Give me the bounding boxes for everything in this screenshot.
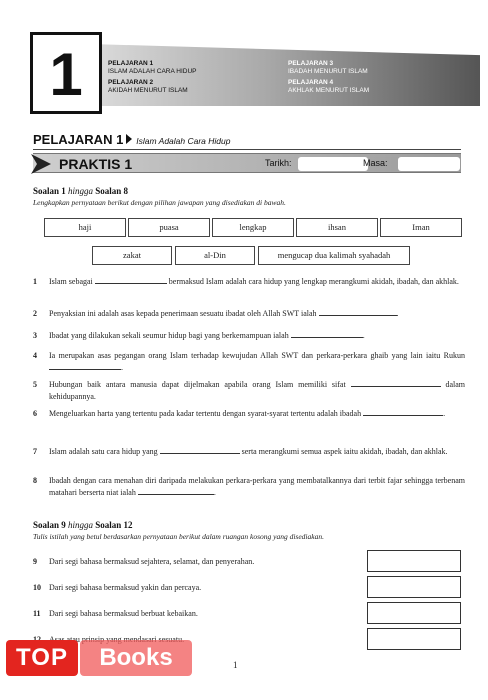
- page-number: 1: [233, 660, 238, 670]
- question-text: Dari segi bahasa bermaksud berbuat kebaikan.: [49, 609, 198, 618]
- lesson-subtitle: Islam Adalah Cara Hidup: [136, 136, 231, 146]
- choice-box: ihsan: [296, 218, 378, 237]
- question-text: Ibadat yang dilakukan sekali seumur hidup bagi yang berkemampuan ialah: [49, 331, 289, 340]
- choice-box: zakat: [92, 246, 172, 265]
- lesson-title: ISLAM ADALAH CARA HIDUP: [108, 68, 197, 75]
- question-text: Ibadah dengan cara menahan diri daripada melakukan perkara-perkara yang membatalkannya dari terbit fajar sehingga terbenam matahari berserta niat ialah: [49, 476, 465, 497]
- question-number: 5: [33, 380, 37, 389]
- question-text: bermaksud Islam adalah cara hidup yang lengkap merangkumi akidah, ibadah, dan akhlak.: [168, 277, 459, 286]
- time-field[interactable]: [398, 157, 460, 171]
- section-1-heading: [33, 186, 128, 196]
- section-heading-part: hingga: [68, 520, 94, 530]
- praktis-label: PRAKTIS 1: [59, 156, 133, 172]
- chapter-number-box: [30, 32, 102, 114]
- lesson-title: AKHLAK MENURUT ISLAM: [288, 87, 370, 94]
- watermark-books-box: [80, 640, 192, 676]
- answer-blank[interactable]: [49, 362, 121, 370]
- question-text: Mengeluarkan harta yang tertentu pada kadar tertentu dengan syarat-syarat tertentu adalah ibadah: [49, 409, 362, 418]
- time-label: Masa:: [363, 158, 388, 168]
- question-number: 9: [33, 557, 37, 566]
- lesson-title: IBADAH MENURUT ISLAM: [288, 68, 368, 75]
- section-2-heading: [33, 520, 133, 530]
- lesson-4: [288, 79, 369, 95]
- answer-blank[interactable]: [160, 446, 240, 454]
- question-number: 4: [33, 351, 37, 360]
- answer-box[interactable]: [367, 602, 461, 624]
- question-text: Islam sebagai: [49, 277, 93, 286]
- lesson-2: [108, 79, 188, 95]
- choice-box: mengucap dua kalimah syahadah: [258, 246, 410, 265]
- question-number: 8: [33, 476, 37, 485]
- question-text: .: [213, 487, 216, 497]
- question-number: 11: [33, 609, 41, 618]
- date-label: Tarikh:: [265, 158, 292, 168]
- answer-box[interactable]: [367, 576, 461, 598]
- answer-blank[interactable]: [319, 308, 397, 316]
- divider: [33, 149, 461, 150]
- lesson-heading: PELAJARAN 2: [108, 79, 154, 86]
- praktis-bar: [33, 153, 461, 173]
- answer-blank[interactable]: [291, 330, 363, 338]
- question-text: .: [121, 362, 123, 372]
- section-1-instruction: Lengkapkan pernyataan berikut dengan pilihan jawapan yang disediakan di bawah.: [33, 198, 286, 207]
- question-text: .: [443, 409, 446, 418]
- question-text: .: [362, 331, 365, 340]
- watermark-text: Books: [99, 644, 173, 671]
- question-text: Dari segi bahasa bermaksud yakin dan percaya.: [49, 583, 202, 592]
- question-number: 10: [33, 583, 41, 592]
- question-text: Hubungan baik antara manusia dapat dijelmakan apabila orang Islam memiliki sifat: [49, 380, 346, 389]
- section-2-instruction: Tulis istilah yang betul berdasarkan pernyataan berikut dalam ruangan kosong yang disediakan.: [33, 532, 324, 541]
- question-number: 3: [33, 331, 37, 340]
- lesson-label: PELAJARAN 1: [33, 132, 124, 147]
- question-text: Ia merupakan asas pegangan orang Islam terhadap kewujudan Allah SWT dan perkara-perkara ghaib yang lain iaitu Rukun: [49, 351, 465, 360]
- lesson-title-line: [33, 131, 230, 149]
- chapter-number: 1: [49, 41, 83, 108]
- question-text: dalam kehidupannya.: [49, 380, 466, 401]
- lesson-1: [108, 60, 197, 76]
- question-text: Dari segi bahasa bermaksud sejahtera, selamat, dan penyerahan.: [49, 557, 255, 566]
- lesson-heading: PELAJARAN 4: [288, 79, 334, 86]
- choice-box: al-Din: [175, 246, 255, 265]
- answer-blank[interactable]: [351, 379, 441, 387]
- arrow-icon: [29, 152, 55, 176]
- lesson-3: [288, 60, 368, 76]
- lesson-title: AKIDAH MENURUT ISLAM: [108, 87, 188, 94]
- lesson-heading: PELAJARAN 3: [288, 60, 334, 67]
- choice-box: puasa: [128, 218, 210, 237]
- watermark-text: TOP: [16, 644, 68, 671]
- answer-blank[interactable]: [95, 276, 167, 284]
- choice-box: lengkap: [212, 218, 294, 237]
- chapter-banner: [0, 28, 488, 116]
- question-text: Penyaksian ini adalah asas kepada penerimaan sesuatu ibadat oleh Allah SWT ialah: [49, 309, 317, 318]
- answer-blank[interactable]: [138, 487, 214, 495]
- section-heading-part: Soalan 8: [93, 186, 129, 196]
- question-number: 6: [33, 409, 37, 418]
- section-heading-part: Soalan 9: [33, 520, 69, 530]
- choice-box: Iman: [380, 218, 462, 237]
- answer-blank[interactable]: [363, 408, 446, 418]
- date-field[interactable]: [298, 157, 368, 171]
- question-number: 2: [33, 309, 37, 318]
- question-text: .: [396, 309, 399, 318]
- answer-box[interactable]: [367, 550, 461, 572]
- question-text: Islam adalah satu cara hidup yang: [49, 447, 158, 456]
- topbooks-watermark: [6, 636, 196, 682]
- lesson-heading: PELAJARAN 1: [108, 60, 154, 67]
- section-heading-part: hingga: [68, 186, 94, 196]
- question-number: 7: [33, 447, 37, 456]
- answer-box[interactable]: [367, 628, 461, 650]
- watermark-top-box: [6, 640, 78, 676]
- triangle-right-icon: [126, 134, 132, 144]
- section-heading-part: Soalan 1: [33, 186, 69, 196]
- question-number: 1: [33, 277, 37, 286]
- question-text: serta merangkumi semua aspek iaitu akidah, ibadah, dan akhlak.: [241, 447, 448, 456]
- section-heading-part: Soalan 12: [93, 520, 133, 530]
- choice-box: haji: [44, 218, 126, 237]
